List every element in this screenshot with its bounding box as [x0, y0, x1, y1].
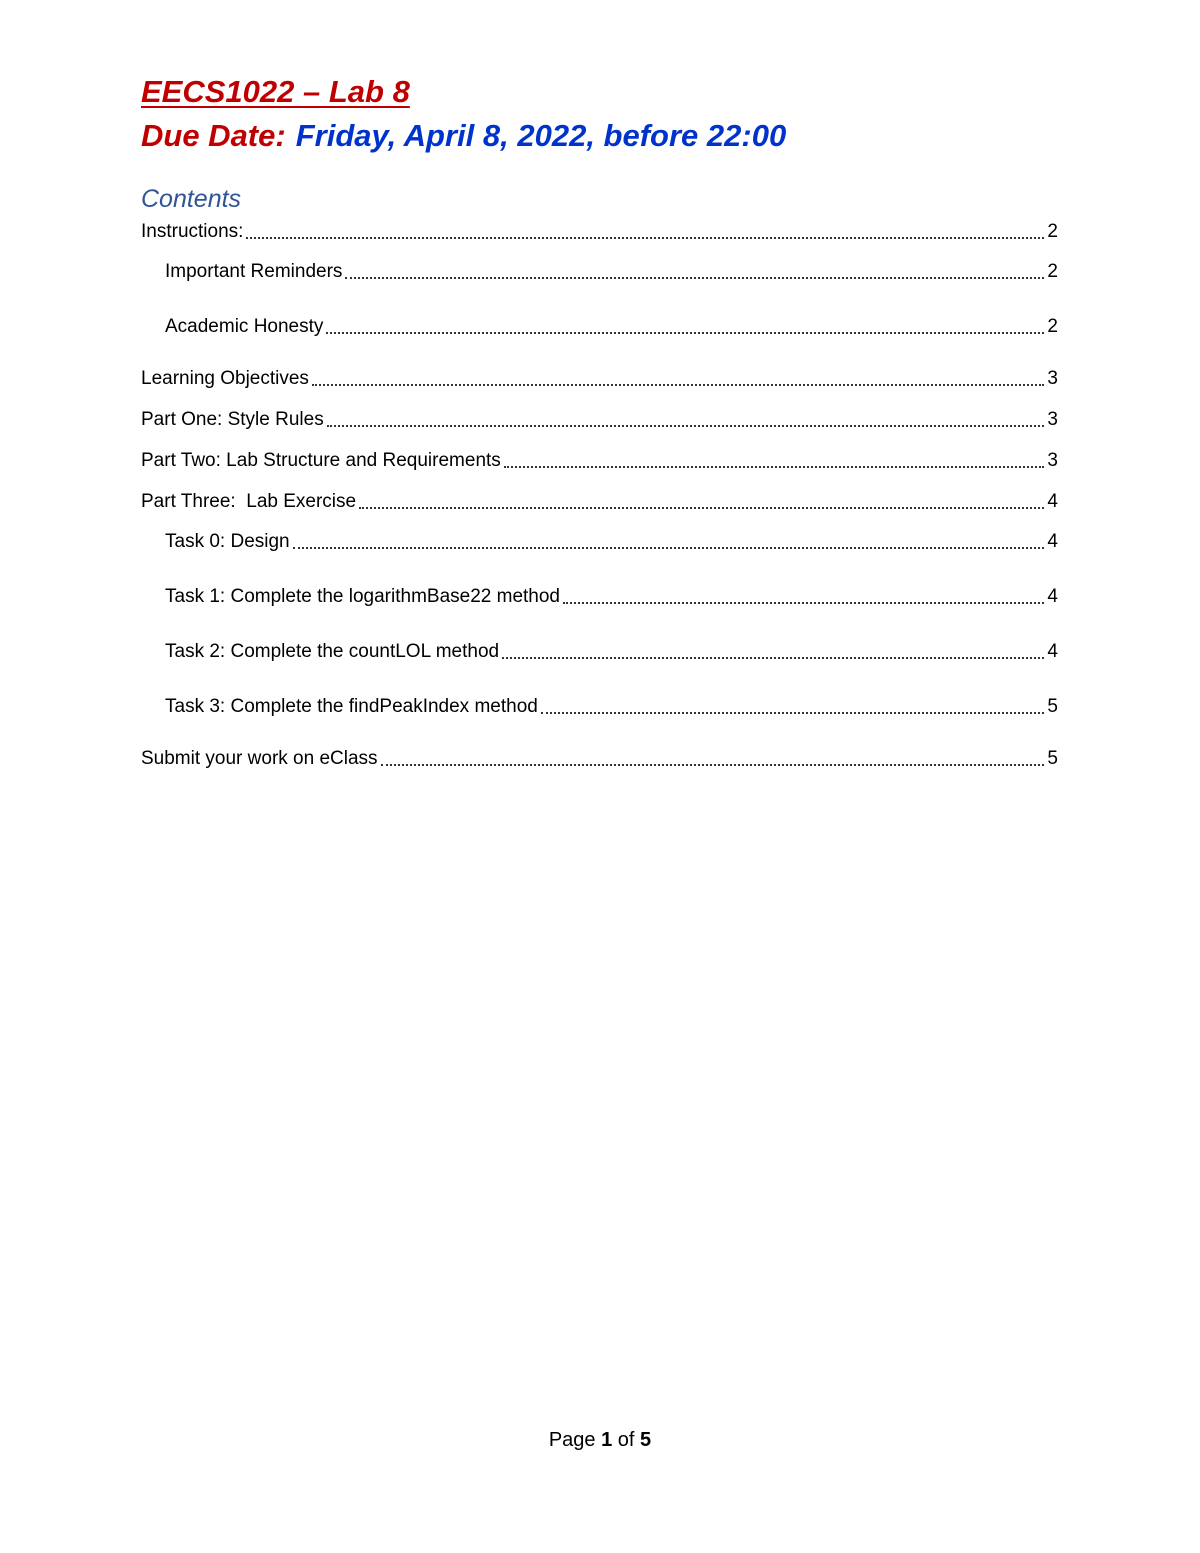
toc-entry-task-3[interactable]	[165, 695, 1058, 719]
toc-page-number: 3	[1047, 409, 1058, 430]
toc-entry-submit[interactable]	[141, 747, 1058, 771]
toc-dot-leader	[541, 712, 1045, 714]
toc-entry-task-2[interactable]	[165, 640, 1058, 664]
toc-dot-leader	[312, 384, 1044, 386]
toc-page-number: 3	[1047, 368, 1058, 389]
toc-entry-part-three[interactable]	[141, 490, 1058, 514]
toc-entry-text: Part Three: Lab Exercise	[141, 491, 357, 512]
toc-entry-text: Part One: Style Rules	[141, 409, 324, 430]
toc-entry-academic-honesty[interactable]	[165, 315, 1058, 339]
toc-entry-text: Important Reminders	[165, 261, 343, 282]
toc-dot-leader	[359, 507, 1044, 509]
toc-entry-text: Submit your work on eClass	[141, 748, 378, 769]
toc-entry-text: Instructions:	[141, 221, 244, 242]
toc-entry-text: Task 1: Complete the logarithmBase22 method	[165, 586, 560, 607]
toc-page-number: 2	[1047, 221, 1058, 242]
due-date-label: Due Date:	[141, 118, 286, 153]
footer-of-word: of	[617, 1429, 635, 1451]
toc-page-number: 5	[1047, 696, 1058, 717]
toc-dot-leader	[381, 764, 1045, 766]
toc-page-number: 2	[1047, 261, 1058, 282]
footer-page-word: Page	[548, 1429, 596, 1451]
toc-entry-text: Academic Honesty	[165, 316, 324, 337]
document-title: EECS1022 – Lab 8	[141, 74, 410, 109]
toc-dot-leader	[326, 332, 1044, 334]
toc-page-number: 4	[1047, 641, 1058, 662]
toc-entry-task-0[interactable]	[165, 530, 1058, 554]
toc-dot-leader	[504, 466, 1045, 468]
toc-page-number: 5	[1047, 748, 1058, 769]
toc-page-number: 3	[1047, 450, 1058, 471]
toc-dot-leader	[502, 657, 1044, 659]
due-date-line	[141, 118, 786, 154]
toc-entry-important-reminders[interactable]	[165, 260, 1058, 284]
toc-entry-text: Task 0: Design	[165, 531, 290, 552]
toc-dot-leader	[293, 547, 1045, 549]
toc-entry-text: Part Two: Lab Structure and Requirements	[141, 450, 501, 471]
toc-entry-part-one[interactable]	[141, 408, 1058, 432]
toc-page-number: 4	[1047, 531, 1058, 552]
toc-dot-leader	[327, 425, 1045, 427]
toc-entry-text: Task 2: Complete the countLOL method	[165, 641, 500, 662]
toc-entry-instructions[interactable]	[141, 220, 1058, 244]
page-footer	[0, 1428, 1200, 1452]
toc-dot-leader	[345, 277, 1044, 279]
toc-entry-text: Learning Objectives	[141, 368, 309, 389]
toc-page-number: 4	[1047, 586, 1058, 607]
due-date-value: Friday, April 8, 2022, before 22:00	[295, 118, 787, 153]
toc-entry-text: Task 3: Complete the findPeakIndex method	[165, 696, 538, 717]
toc-dot-leader	[563, 602, 1044, 604]
footer-total-pages: 5	[640, 1429, 652, 1451]
toc-entry-part-two[interactable]	[141, 449, 1058, 473]
toc-entry-learning-objectives[interactable]	[141, 367, 1058, 391]
toc-page-number: 4	[1047, 491, 1058, 512]
toc-dot-leader	[246, 237, 1044, 239]
toc-page-number: 2	[1047, 316, 1058, 337]
footer-current-page: 1	[601, 1429, 613, 1451]
toc-entry-task-1[interactable]	[165, 585, 1058, 609]
contents-heading: Contents	[141, 185, 242, 213]
